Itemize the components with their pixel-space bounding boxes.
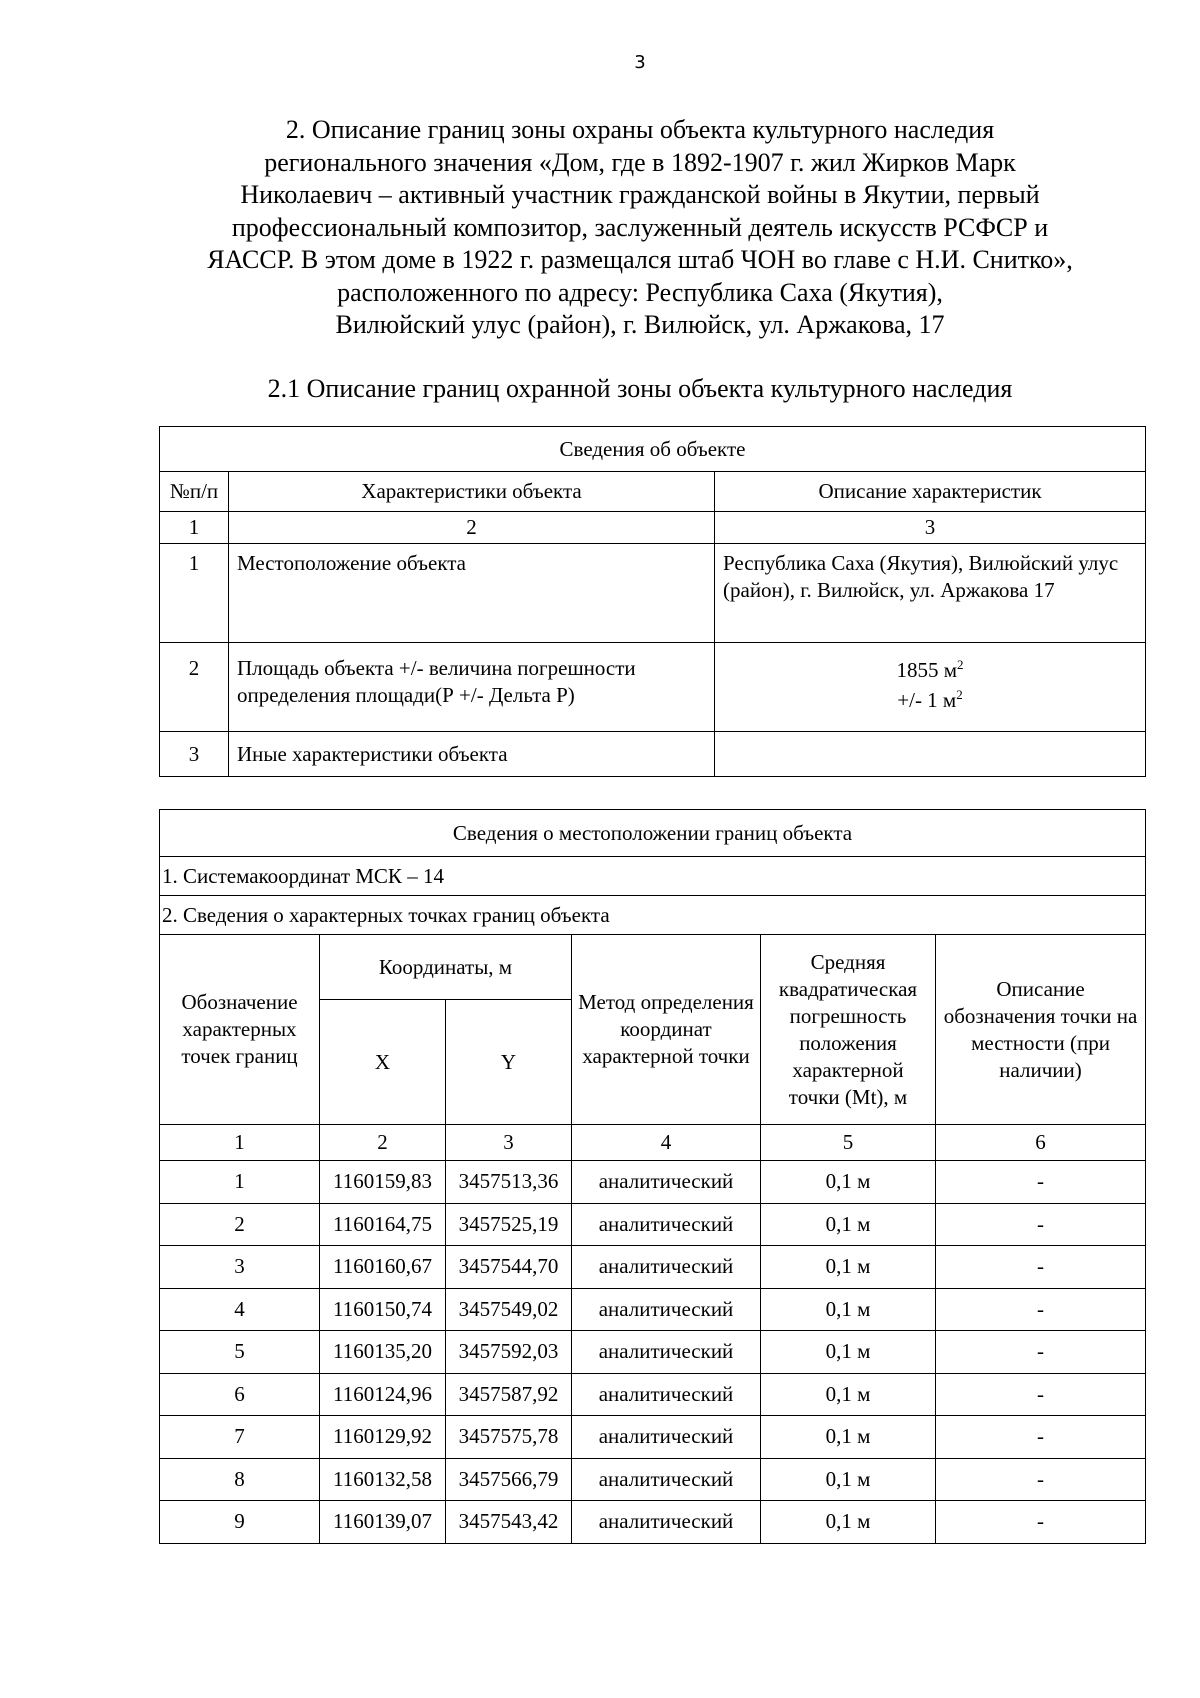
mean-error-cell: 0,1 м	[761, 1246, 936, 1289]
x-coordinate-cell: 1160124,96	[320, 1373, 446, 1416]
table-row	[160, 1203, 1146, 1246]
table-row	[160, 544, 1146, 643]
column-number: 5	[761, 1125, 936, 1161]
table-row	[160, 1288, 1146, 1331]
header-method: Метод определения координат характерной точки	[572, 935, 761, 1125]
mean-error-cell: 0,1 м	[761, 1416, 936, 1459]
point-id-cell: 6	[160, 1373, 320, 1416]
method-cell: аналитический	[572, 1331, 761, 1374]
header-y: Y	[446, 1000, 572, 1125]
point-description-cell: -	[936, 1203, 1146, 1246]
subsection-heading: 2.1 Описание границ охранной зоны объекта культурного наследия	[267, 374, 1013, 403]
heading-line: Вилюйский улус (район), г. Вилюйск, ул. Аржакова, 17	[335, 310, 945, 339]
method-cell: аналитический	[572, 1373, 761, 1416]
x-coordinate-cell: 1160132,58	[320, 1458, 446, 1501]
table-title-row	[160, 810, 1146, 857]
method-cell: аналитический	[572, 1203, 761, 1246]
point-description-cell: -	[936, 1373, 1146, 1416]
point-id-cell: 2	[160, 1203, 320, 1246]
y-coordinate-cell: 3457513,36	[446, 1161, 572, 1204]
header-x: X	[320, 1000, 446, 1125]
point-id-cell: 7	[160, 1416, 320, 1459]
points-body	[160, 1161, 1146, 1544]
point-description-cell: -	[936, 1246, 1146, 1289]
header-mean-error: Средняя квадратическая погрешность положения характерной точки (Mt), м	[761, 935, 936, 1125]
point-description-cell: -	[936, 1161, 1146, 1204]
y-coordinate-cell: 3457549,02	[446, 1288, 572, 1331]
column-number: 2	[320, 1125, 446, 1161]
points-caption-row	[160, 896, 1146, 935]
mean-error-cell: 0,1 м	[761, 1161, 936, 1204]
mean-error-cell: 0,1 м	[761, 1501, 936, 1544]
point-description-cell: -	[936, 1331, 1146, 1374]
x-coordinate-cell: 1160129,92	[320, 1416, 446, 1459]
area-value-cell	[715, 643, 1146, 732]
point-description-cell: -	[936, 1288, 1146, 1331]
column-number-row	[160, 512, 1146, 544]
table-title-row	[160, 427, 1146, 472]
characteristic-cell: Иные характеристики объекта	[229, 732, 715, 777]
row-number: 1	[160, 544, 229, 643]
y-coordinate-cell: 3457587,92	[446, 1373, 572, 1416]
point-id-cell: 5	[160, 1331, 320, 1374]
point-description-cell: -	[936, 1501, 1146, 1544]
page-number: 3	[634, 52, 646, 73]
coord-system-row	[160, 857, 1146, 896]
boundary-table-title: Сведения о местоположении границ объекта	[160, 810, 1146, 857]
table-row	[160, 1331, 1146, 1374]
header-description: Описание характеристик	[715, 472, 1146, 512]
area-error-text: +/- 1 м	[897, 688, 957, 712]
column-number: 3	[715, 512, 1146, 544]
point-description-cell: -	[936, 1458, 1146, 1501]
table-row	[160, 643, 1146, 732]
row-number: 3	[160, 732, 229, 777]
mean-error-cell: 0,1 м	[761, 1458, 936, 1501]
object-table-title: Сведения об объекте	[160, 427, 1146, 472]
characteristic-cell: Площадь объекта +/- величина погрешности определения площади(Р +/- Дельта Р)	[229, 643, 715, 732]
y-coordinate-cell: 3457592,03	[446, 1331, 572, 1374]
method-cell: аналитический	[572, 1246, 761, 1289]
point-id-cell: 1	[160, 1161, 320, 1204]
x-coordinate-cell: 1160135,20	[320, 1331, 446, 1374]
method-cell: аналитический	[572, 1416, 761, 1459]
column-number: 1	[160, 512, 229, 544]
table-header-row	[160, 472, 1146, 512]
area-value	[723, 655, 1137, 685]
description-cell	[715, 732, 1146, 777]
heading-line: регионального значения «Дом, где в 1892-1907 г. жил Жирков Марк	[264, 147, 1016, 177]
point-id-cell: 4	[160, 1288, 320, 1331]
column-number: 4	[572, 1125, 761, 1161]
x-coordinate-cell: 1160150,74	[320, 1288, 446, 1331]
area-unit-exponent: 2	[957, 657, 964, 672]
column-number: 1	[160, 1125, 320, 1161]
area-unit-exponent: 2	[956, 687, 963, 702]
section-heading	[150, 114, 1130, 342]
x-coordinate-cell: 1160164,75	[320, 1203, 446, 1246]
description-cell: Республика Саха (Якутия), Вилюйский улус (район), г. Вилюйск, ул. Аржакова 17	[715, 544, 1146, 643]
table-row	[160, 732, 1146, 777]
method-cell: аналитический	[572, 1288, 761, 1331]
coord-system: 1. Системакоординат МСК – 14	[160, 857, 1146, 896]
y-coordinate-cell: 3457525,19	[446, 1203, 572, 1246]
boundary-points-table	[159, 809, 1146, 1544]
y-coordinate-cell: 3457575,78	[446, 1416, 572, 1459]
mean-error-cell: 0,1 м	[761, 1373, 936, 1416]
y-coordinate-cell: 3457566,79	[446, 1458, 572, 1501]
method-cell: аналитический	[572, 1458, 761, 1501]
mean-error-cell: 0,1 м	[761, 1331, 936, 1374]
column-number: 2	[229, 512, 715, 544]
x-coordinate-cell: 1160160,67	[320, 1246, 446, 1289]
characteristic-cell: Местоположение объекта	[229, 544, 715, 643]
column-number: 6	[936, 1125, 1146, 1161]
points-caption: 2. Сведения о характерных точках границ объекта	[160, 896, 1146, 935]
header-coordinates: Координаты, м	[320, 935, 572, 1000]
column-number: 3	[446, 1125, 572, 1161]
header-point-description: Описание обозначения точки на местности (при наличии)	[936, 935, 1146, 1125]
heading-line: Николаевич – активный участник гражданской войны в Якутии, первый	[240, 180, 1040, 209]
area-value-text: 1855 м	[896, 658, 958, 682]
table-row	[160, 1501, 1146, 1544]
header-point-designation: Обозначение характерных точек границ	[160, 935, 320, 1125]
heading-line: ЯАССР. В этом доме в 1922 г. размещался штаб ЧОН во главе с Н.И. Снитко»,	[207, 245, 1073, 274]
header-num: №п/п	[160, 472, 229, 512]
object-info-table	[159, 426, 1146, 777]
heading-line: профессиональный композитор, заслуженный деятель искусств РСФСР и	[231, 212, 1049, 242]
mean-error-cell: 0,1 м	[761, 1288, 936, 1331]
x-coordinate-cell: 1160139,07	[320, 1501, 446, 1544]
row-number: 2	[160, 643, 229, 732]
method-cell: аналитический	[572, 1161, 761, 1204]
table-row	[160, 1161, 1146, 1204]
column-number-row	[160, 1125, 1146, 1161]
header-characteristic: Характеристики объекта	[229, 472, 715, 512]
table-row	[160, 1458, 1146, 1501]
area-error	[723, 685, 1137, 715]
point-description-cell: -	[936, 1416, 1146, 1459]
point-id-cell: 8	[160, 1458, 320, 1501]
mean-error-cell: 0,1 м	[761, 1203, 936, 1246]
point-id-cell: 9	[160, 1501, 320, 1544]
heading-line: расположенного по адресу: Республика Саха (Якутия),	[337, 277, 943, 307]
x-coordinate-cell: 1160159,83	[320, 1161, 446, 1204]
point-id-cell: 3	[160, 1246, 320, 1289]
table-row	[160, 1373, 1146, 1416]
table-row	[160, 1246, 1146, 1289]
heading-line: 2. Описание границ зоны охраны объекта культурного наследия	[285, 115, 995, 144]
y-coordinate-cell: 3457544,70	[446, 1246, 572, 1289]
table-header-row	[160, 935, 1146, 1000]
y-coordinate-cell: 3457543,42	[446, 1501, 572, 1544]
table-row	[160, 1416, 1146, 1459]
method-cell: аналитический	[572, 1501, 761, 1544]
